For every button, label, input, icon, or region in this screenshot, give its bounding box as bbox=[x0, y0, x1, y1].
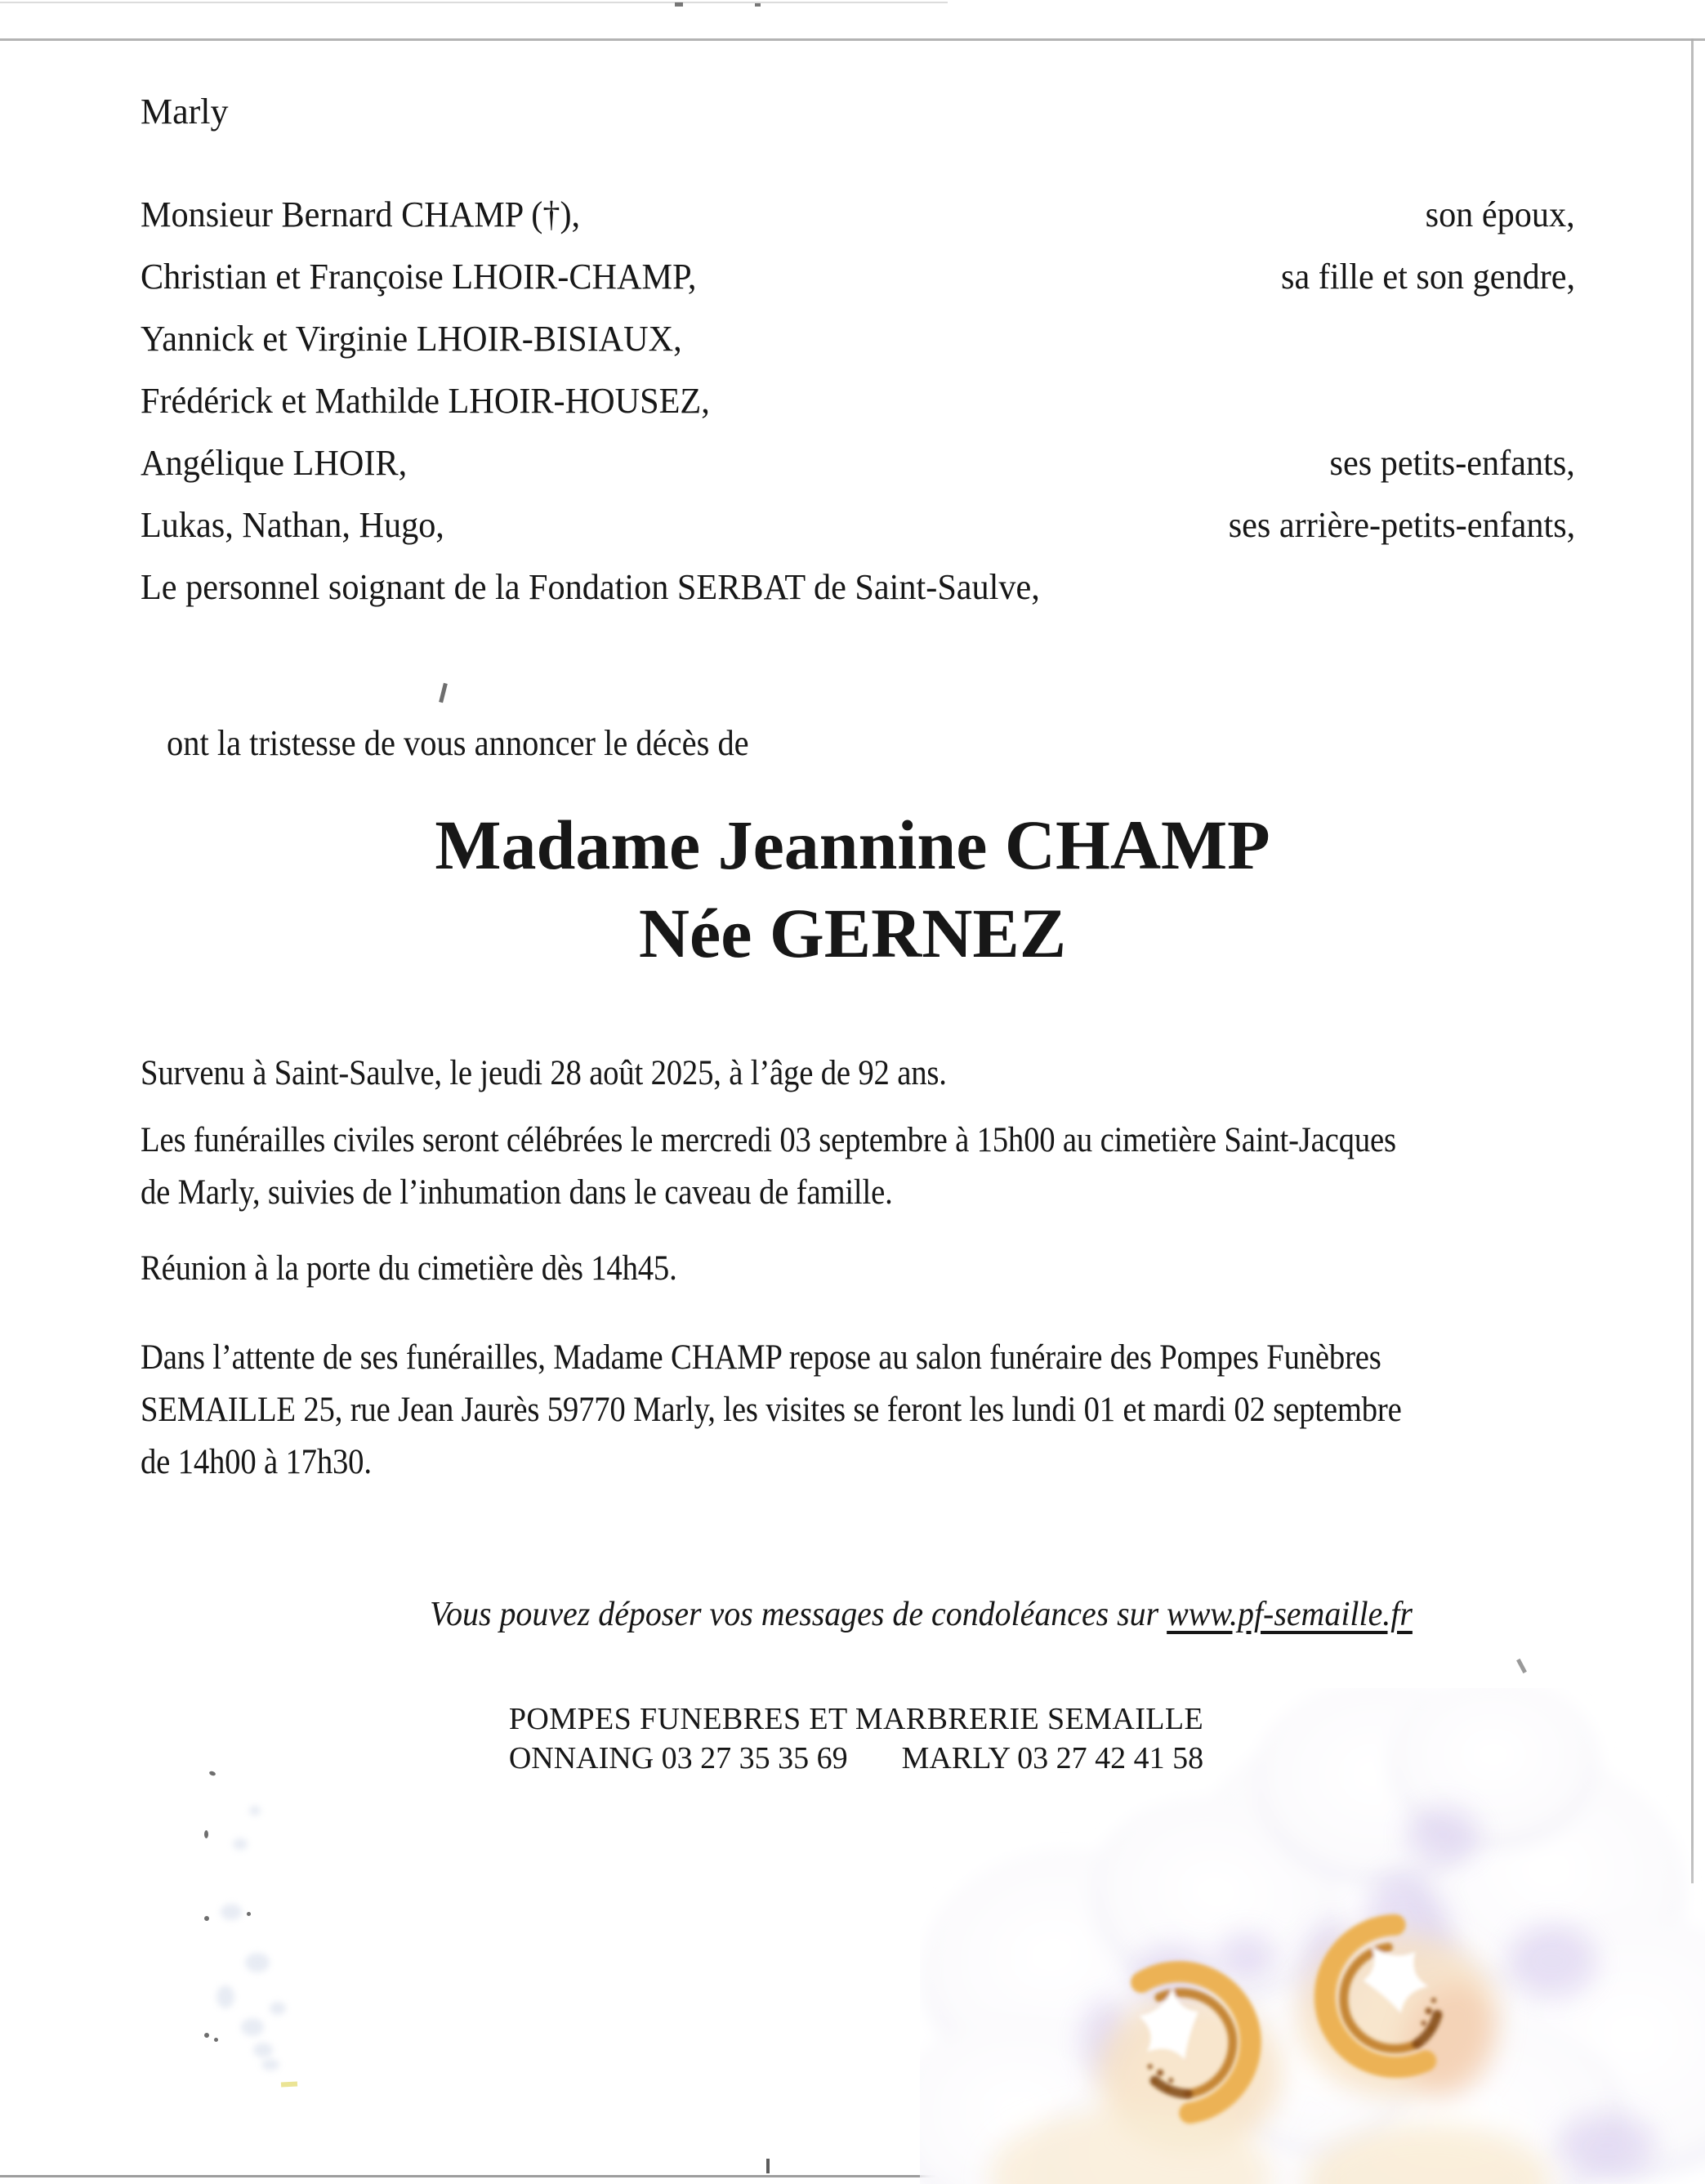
family-member: Angélique LHOIR, bbox=[141, 443, 408, 483]
relation-label: son époux, bbox=[1425, 194, 1575, 234]
family-row bbox=[141, 259, 1575, 295]
family-row bbox=[141, 569, 1575, 605]
family-member: Le personnel soignant de la Fondation SERBAT de Saint-Saulve, bbox=[141, 567, 1040, 607]
deceased-name: Madame Jeannine CHAMP bbox=[435, 806, 1270, 884]
scan-frame-top bbox=[0, 38, 1705, 41]
relation-label: ses arrière-petits-enfants, bbox=[1228, 505, 1575, 545]
family-member: Yannick et Virginie LHOIR-BISIAUX, bbox=[141, 319, 682, 359]
paragraph-visitation-details: Dans l’attente de ses funérailles, Madame CHAMP repose au salon funéraire des Pompes Funèbres SEMAILLE 25, rue Jean Jaurès 59770 Marly, les visites se feront les lundi 01 et mardi 02 septembre de 14h00 à 17h30. bbox=[141, 1338, 1402, 1481]
paragraph-funeral-details: Les funérailles civiles seront célébrées le mercredi 03 septembre à 15h00 au cimetière Saint-Jacques de Marly, suivies de l’inhumation dans le caveau de famille. bbox=[141, 1121, 1396, 1212]
city-label: Marly bbox=[141, 92, 229, 132]
deceased-maiden-name: Née GERNEZ bbox=[638, 894, 1067, 972]
family-member: Monsieur Bernard CHAMP (†), bbox=[141, 194, 581, 234]
condolences-line bbox=[176, 1595, 1666, 1634]
contact-marly: MARLY 03 27 42 41 58 bbox=[901, 1741, 1204, 1775]
condolences-text: Vous pouvez déposer vos messages de condoléances sur bbox=[430, 1596, 1167, 1633]
scan-frame-bottom bbox=[0, 2175, 935, 2177]
orchid-illustration bbox=[920, 1688, 1705, 2184]
family-member: Christian et Françoise LHOIR-CHAMP, bbox=[141, 257, 697, 297]
relation-label: sa fille et son gendre, bbox=[1280, 257, 1575, 297]
condolences-url: www.pf-semaille.fr bbox=[1167, 1596, 1413, 1633]
family-list bbox=[141, 194, 1575, 632]
announcement-sentence: ont la tristesse de vous annoncer le décès de bbox=[167, 723, 749, 763]
deceased-name-block bbox=[0, 801, 1705, 977]
family-member: Frédérick et Mathilde LHOIR-HOUSEZ, bbox=[141, 381, 710, 421]
orchid-photo bbox=[920, 1688, 1705, 2184]
relation-label: ses petits-enfants, bbox=[1329, 443, 1575, 483]
paragraph-meeting-details: Réunion à la porte du cimetière dès 14h45. bbox=[141, 1249, 677, 1288]
family-row bbox=[141, 194, 1575, 234]
funeral-home-name: POMPES FUNEBRES ET MARBRERIE SEMAILLE bbox=[508, 1702, 1204, 1736]
family-member: Lukas, Nathan, Hugo, bbox=[141, 505, 444, 545]
paragraph-death-details: Survenu à Saint-Saulve, le jeudi 28 août 2025, à l’âge de 92 ans. bbox=[141, 1054, 947, 1092]
contact-onnaing: ONNAING 03 27 35 35 69 bbox=[508, 1741, 848, 1775]
family-row bbox=[141, 507, 1575, 543]
family-row bbox=[141, 445, 1575, 481]
scan-edge-line bbox=[0, 2, 948, 3]
family-row bbox=[141, 383, 1575, 419]
family-row bbox=[141, 321, 1575, 357]
